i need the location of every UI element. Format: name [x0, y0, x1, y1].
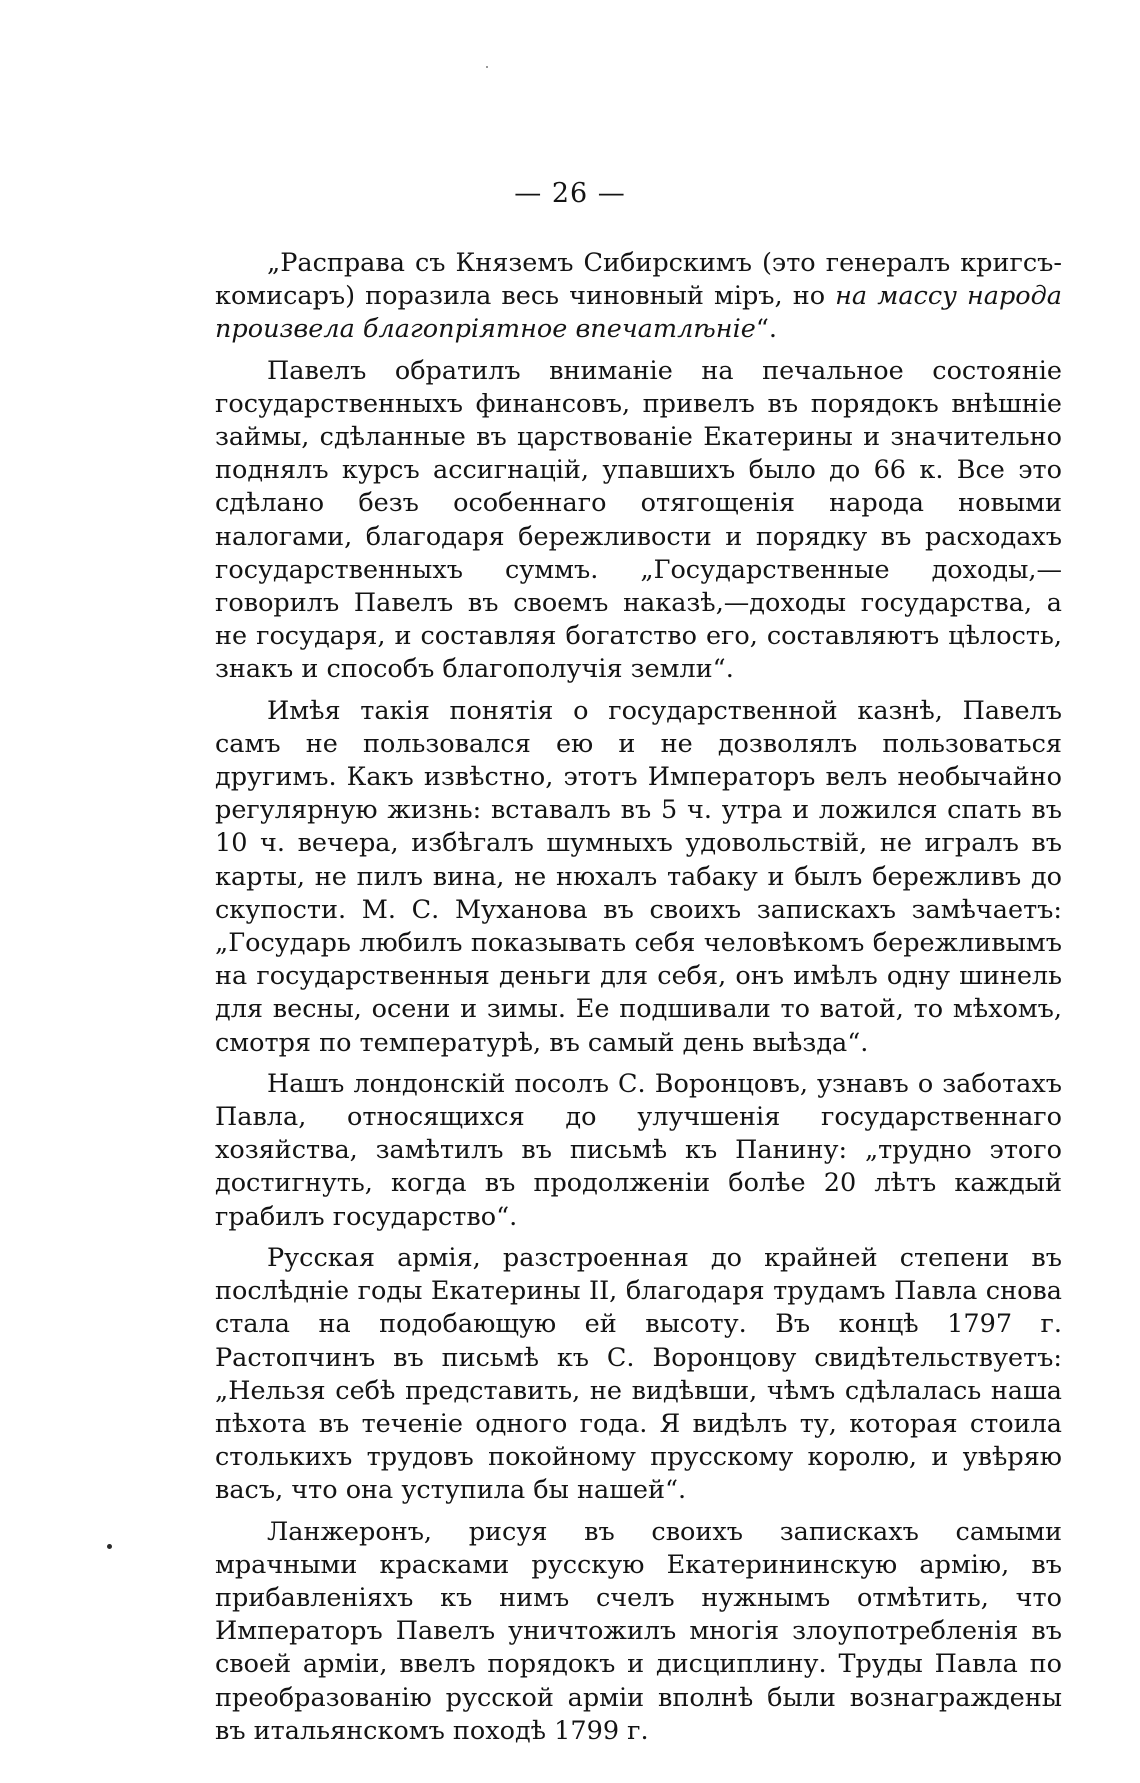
paragraph-4: Нашъ лондонскій посолъ С. Воронцовъ, узнавъ о заботахъ Павла, относящихся до улучшенія государственнаго хозяйства, замѣтилъ въ письмѣ къ Панину: „трудно этого достигнуть, когда въ продолженіи болѣе 20 лѣтъ каждый грабилъ государство“.: [215, 1068, 1062, 1232]
body-text: [215, 247, 1062, 1756]
paragraph-1-emphasis: на массу народа произвела благопріятное впечатлѣніе: [215, 281, 1062, 345]
paragraph-1: [215, 247, 1062, 347]
paragraph-5: Русская армія, разстроенная до крайней степени въ послѣдніе годы Екатерины II, благодаря трудамъ Павла снова стала на подобающую ей высоту. Въ концѣ 1797 г. Растопчинъ въ письмѣ къ С. Воронцову свидѣтельствуетъ: „Нельзя себѣ представить, не видѣвши, чѣмъ сдѣлалась наша пѣхота въ теченіе одного года. Я видѣлъ ту, которая стоила столькихъ трудовъ покойному прусскому королю, и увѣряю васъ, что она уступила бы нашей“.: [215, 1242, 1062, 1506]
paragraph-3: Имѣя такія понятія о государственной казнѣ, Павелъ самъ не пользовался ею и не дозволялъ пользоваться другимъ. Какъ извѣстно, этотъ Императоръ велъ необычайно регулярную жизнь: вставалъ въ 5 ч. утра и ложился спать въ 10 ч. вечера, избѣгалъ шумныхъ удовольствій, не игралъ въ карты, не пилъ вина, не нюхалъ табаку и былъ бережливъ до скупости. М. С. Муханова въ своихъ запискахъ замѣчаетъ: „Государь любилъ показывать себя человѣкомъ бережливымъ на государственныя деньги для себя, онъ имѣлъ одну шинель для весны, осени и зимы. Ее подшивали то ватой, то мѣхомъ, смотря по температурѣ, въ самый день выѣзда“.: [215, 695, 1062, 1058]
paragraph-2: Павелъ обратилъ вниманіе на печальное состояніе государственныхъ финансовъ, привелъ въ порядокъ внѣшніе займы, сдѣланные въ царствованіе Екатерины и значительно поднялъ курсъ ассигнацій, упавшихъ было до 66 к. Все это сдѣлано безъ особеннаго отягощенія народа новыми налогами, благодаря бережливости и порядку въ расходахъ государственныхъ суммъ. „Государственные доходы,—говорилъ Павелъ въ своемъ наказѣ,—доходы государства, а не государя, и составляя богатство его, составляютъ цѣлость, знакъ и способъ благополучія земли“.: [215, 355, 1062, 685]
page-number: — 26 —: [514, 178, 626, 209]
paragraph-6: Ланжеронъ, рисуя въ своихъ запискахъ самыми мрачными красками русскую Екатерининскую армію, въ прибавленіяхъ къ нимъ счелъ нужнымъ отмѣтить, что Императоръ Павелъ уничтожилъ многія злоупотребленія въ своей арміи, ввелъ порядокъ и дисциплину. Труды Павла по преобразованію русской арміи вполнѣ были вознаграждены въ итальянскомъ походѣ 1799 г.: [215, 1516, 1062, 1746]
paragraph-1-quote: „Расправа съ Княземъ Сибирскимъ (это генералъ кригсъ-комисаръ) поразила весь чиновный міръ, но: [215, 248, 1062, 312]
scan-speck: [486, 66, 488, 68]
margin-dot: [107, 1544, 112, 1549]
paragraph-1-closing-quote: “.: [755, 314, 777, 345]
